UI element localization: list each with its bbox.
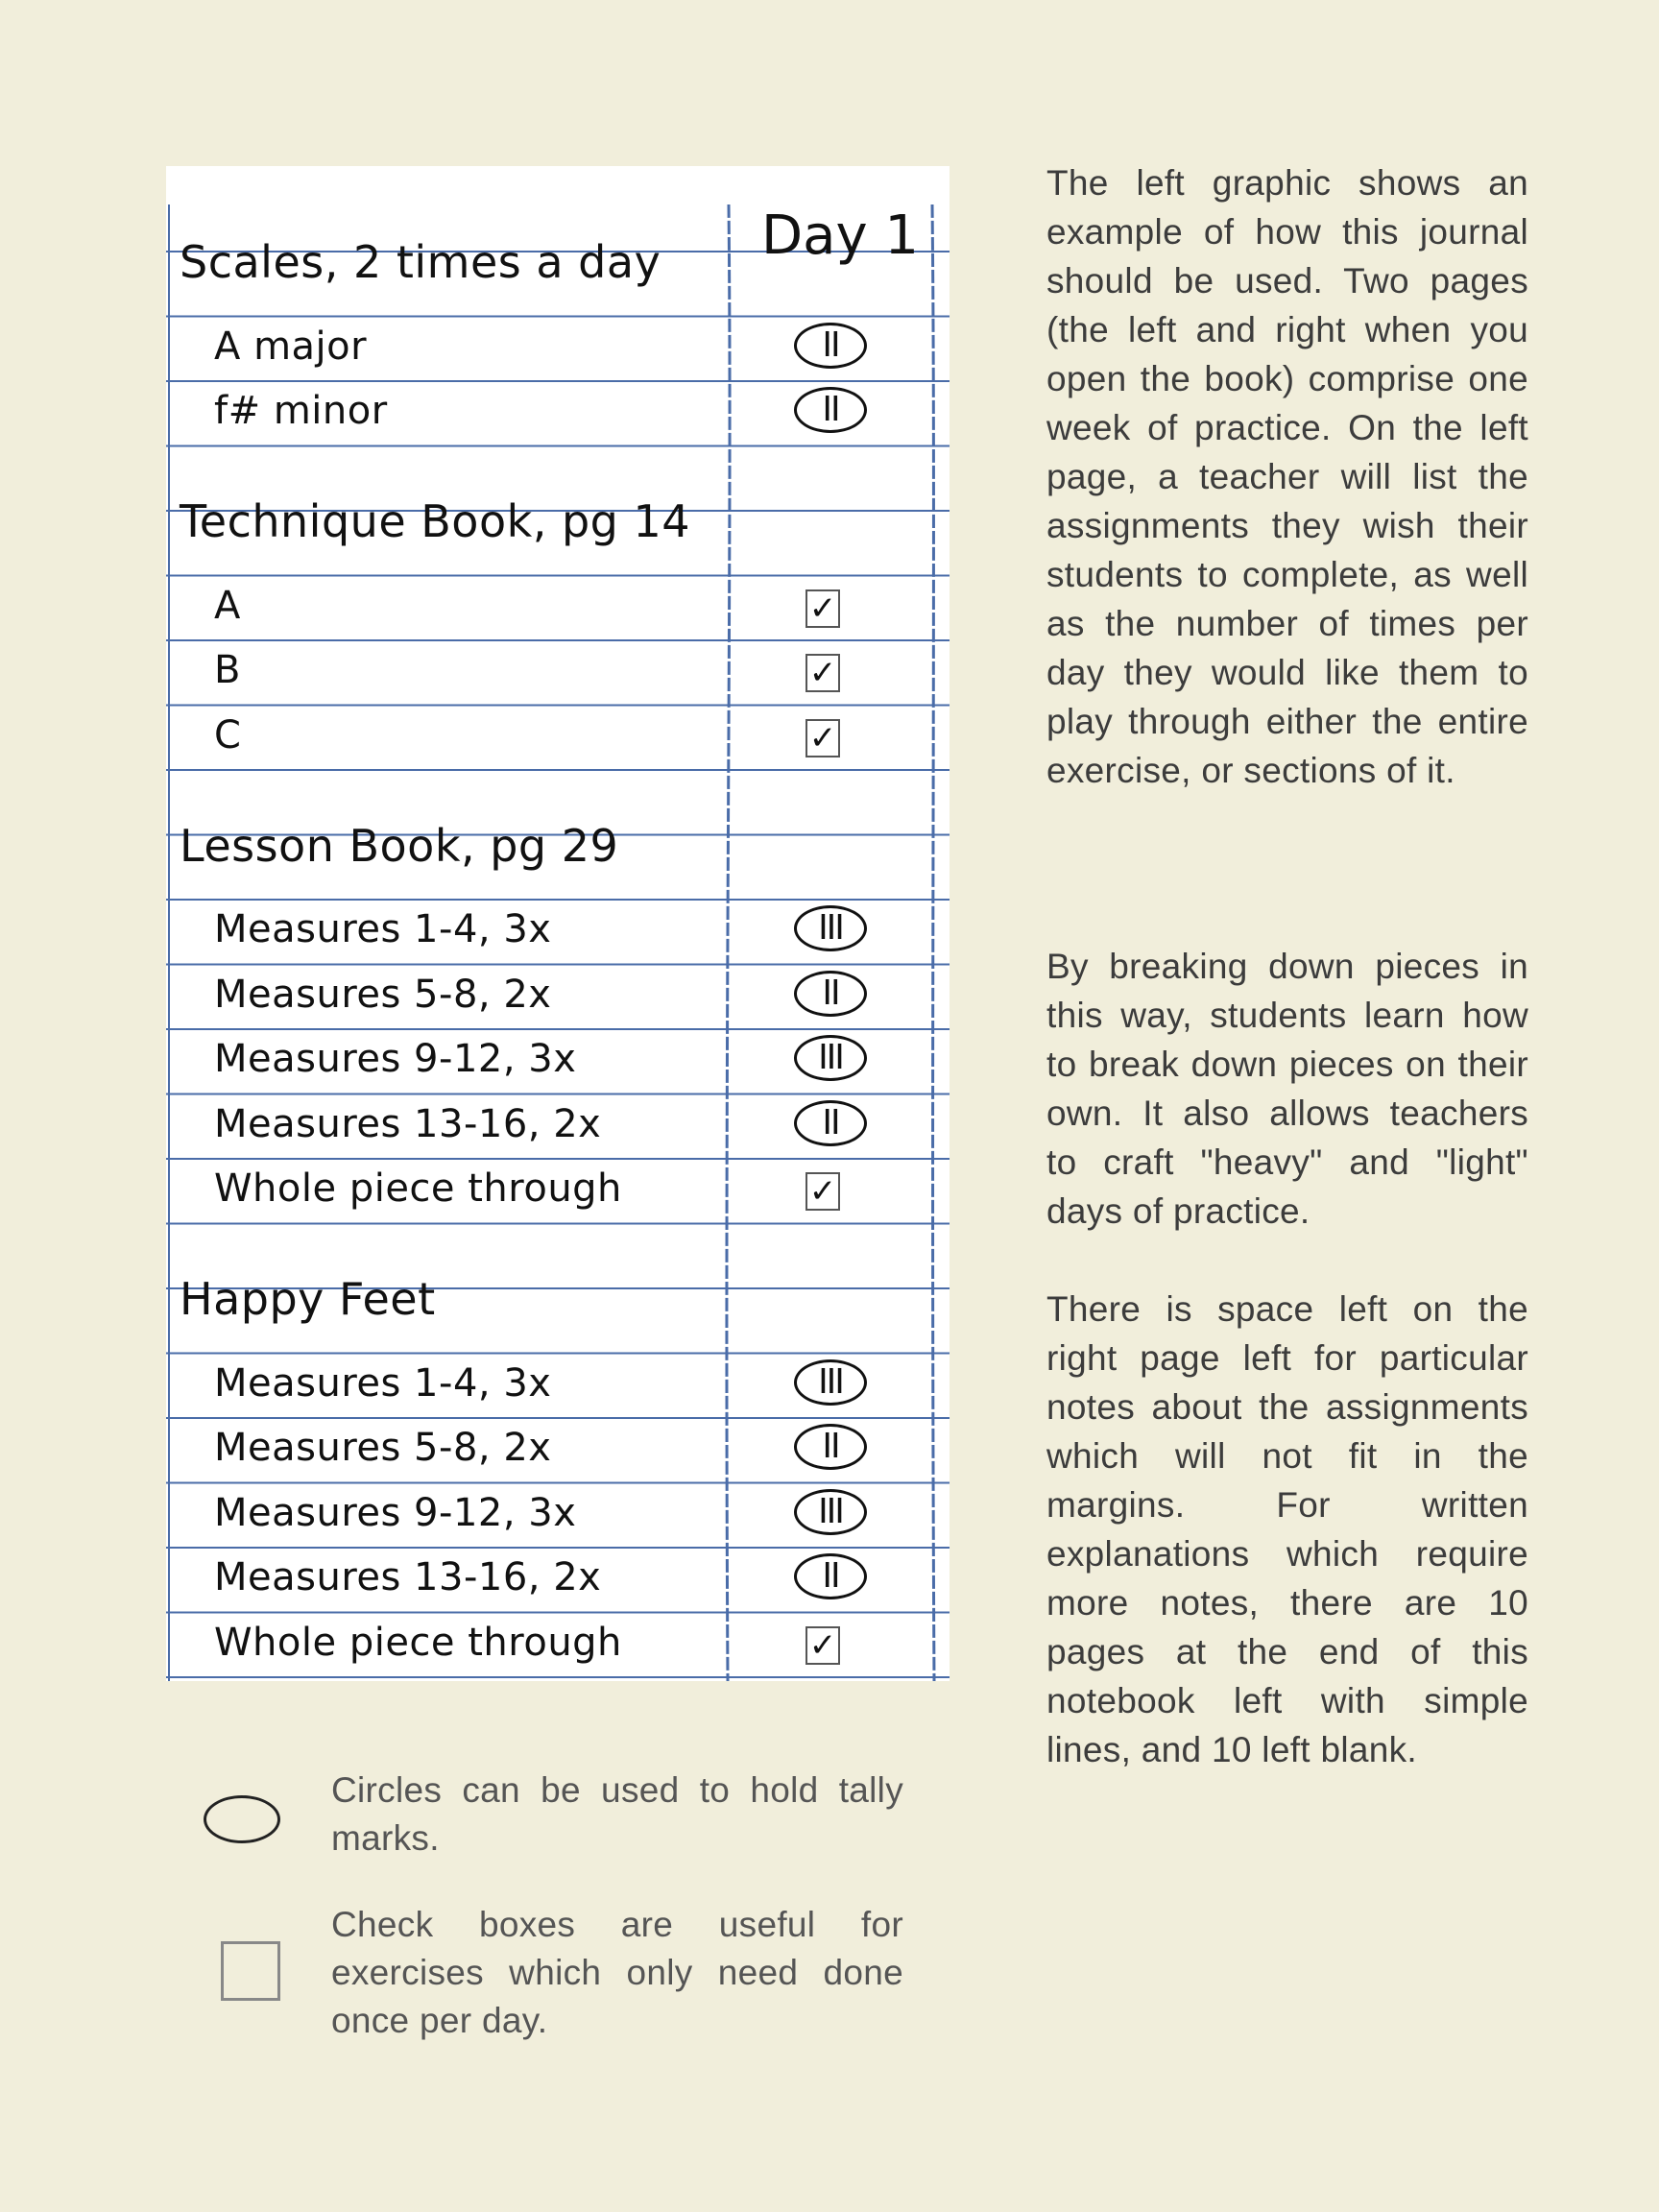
checkbox-checked-icon: ✓	[805, 719, 840, 757]
assignment-label: A	[214, 583, 241, 628]
tally-circle: III	[794, 1035, 867, 1081]
checkbox-icon	[221, 1941, 280, 2001]
tally-circle: II	[794, 387, 867, 433]
checkbox-checked-icon: ✓	[805, 589, 840, 628]
assignment-label: Whole piece through	[214, 1620, 622, 1665]
assignment-label: Measures 1-4, 3x	[214, 1360, 552, 1406]
tally-circle: II	[794, 1553, 867, 1599]
assignment-label: Measures 13-16, 2x	[214, 1101, 602, 1146]
assignment-label: f# minor	[214, 389, 388, 433]
tally-circle: III	[794, 1489, 867, 1535]
assignment-label: Measures 5-8, 2x	[214, 1426, 552, 1470]
section-heading: Technique Book, pg 14	[180, 495, 691, 547]
day-label: Day 1	[761, 204, 920, 267]
column-divider	[168, 204, 170, 1681]
assignment-label: Measures 9-12, 3x	[214, 1037, 577, 1081]
assignment-label: Measures 5-8, 2x	[214, 972, 552, 1017]
assignment-label: B	[214, 648, 241, 692]
tally-circle: II	[794, 323, 867, 369]
assignment-label: C	[214, 712, 242, 757]
checkbox-checked-icon: ✓	[805, 1172, 840, 1211]
legend-circle-text: Circles can be used to hold tally marks.	[331, 1770, 903, 1858]
description-paragraph-1: The left graphic shows an example of how this journal should be used. Two pages (the left and right when you open the book) comprise one week of practice. On the left page, a teacher will list the assignments they wish their students to complete, as well as the number of times per day they would like them to play through either the entire exercise, or sections of it.	[1046, 163, 1528, 790]
legend-checkbox-text: Check boxes are useful for exercises which only need done once per day.	[331, 1905, 903, 2040]
assignment-label: Measures 13-16, 2x	[214, 1555, 602, 1599]
assignment-label: Measures 1-4, 3x	[214, 907, 552, 951]
circle-icon	[204, 1795, 280, 1843]
column-divider	[932, 204, 934, 1681]
section-heading: Scales, 2 times a day	[180, 236, 661, 288]
notebook-example	[166, 166, 950, 1681]
tally-circle: II	[794, 971, 867, 1017]
section-heading: Lesson Book, pg 29	[180, 819, 619, 872]
column-divider	[727, 204, 730, 1681]
tally-circle: II	[794, 1100, 867, 1146]
section-heading: Happy Feet	[180, 1273, 436, 1325]
assignment-label: A major	[214, 324, 368, 369]
assignment-label: Whole piece through	[214, 1166, 622, 1211]
tally-circle: II	[794, 1424, 867, 1470]
checkbox-checked-icon: ✓	[805, 1626, 840, 1665]
description-paragraph-2: By breaking down pieces in this way, students learn how to break down pieces on their own. It also allows teachers to craft "heavy" and "light" days of practice.	[1046, 947, 1528, 1231]
description-paragraph-3: There is space left on the right page left for particular notes about the assignments which will not fit in the margins. For written explanations which require more notes, there are 10 pages at the end of this notebook left with simple lines, and 10 left blank.	[1046, 1289, 1528, 1769]
assignment-label: Measures 9-12, 3x	[214, 1490, 577, 1535]
tally-circle: III	[794, 1359, 867, 1406]
tally-circle: III	[794, 905, 867, 951]
checkbox-checked-icon: ✓	[805, 654, 840, 692]
